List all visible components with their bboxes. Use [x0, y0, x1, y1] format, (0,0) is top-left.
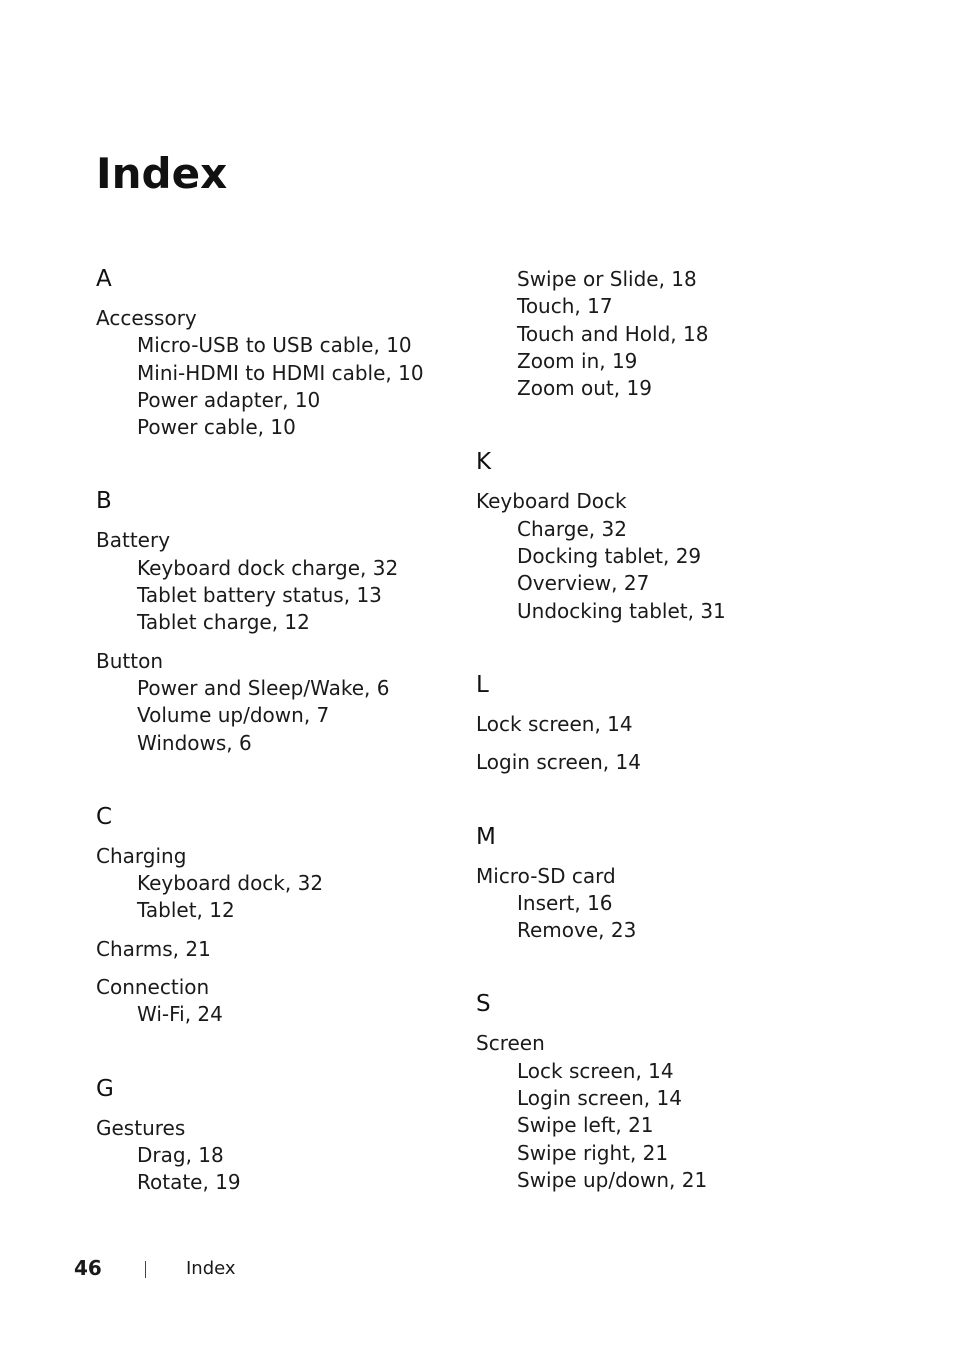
sub-entry: Remove, 23: [517, 918, 637, 943]
index-entry: [476, 711, 856, 738]
sub-entry: Tablet battery status, 13: [137, 583, 382, 608]
sub-entry: Mini-HDMI to HDMI cable, 10: [137, 360, 424, 385]
entry-heading: Login screen, 14: [476, 750, 641, 775]
section-letter: L: [476, 671, 489, 698]
section-letter: K: [476, 449, 492, 476]
index-entry: [96, 648, 476, 757]
page-title: Index: [96, 149, 228, 198]
index-entry: [96, 936, 476, 963]
sub-entry: Lock screen, 14: [517, 1058, 674, 1083]
entry-heading: Micro-SD card: [476, 863, 616, 888]
entry-heading: Connection: [96, 975, 210, 1000]
index-section-m: [476, 824, 856, 945]
section-letter: A: [96, 266, 112, 292]
sub-entry: Keyboard dock charge, 32: [137, 555, 399, 580]
entry-heading: Charging: [96, 843, 187, 868]
index-section-l: [476, 672, 856, 777]
index-entry: [476, 749, 856, 776]
index-column-right: [476, 266, 856, 1241]
sub-entry: Zoom in, 19: [517, 348, 638, 373]
footer-divider: [145, 1261, 146, 1278]
sub-entry: Undocking tablet, 31: [517, 598, 726, 623]
sub-entry: Volume up/down, 7: [137, 703, 330, 728]
entry-heading: Gestures: [96, 1115, 186, 1140]
entry-heading: Lock screen, 14: [476, 711, 633, 736]
index-section-b: [96, 488, 476, 756]
index-entry: [96, 1115, 476, 1197]
index-section-k: [476, 449, 856, 624]
sub-entry: Charge, 32: [517, 516, 627, 541]
entry-heading: Accessory: [96, 306, 197, 330]
sub-entry: Swipe right, 21: [517, 1140, 669, 1165]
sub-entry: Touch, 17: [517, 294, 613, 319]
index-section-g: [96, 1076, 476, 1197]
footer-section-label: Index: [186, 1258, 236, 1279]
sub-entry: Micro-USB to USB cable, 10: [137, 333, 412, 358]
index-entry: [476, 488, 856, 624]
sub-entry: Tablet, 12: [137, 898, 235, 923]
index-entry: [96, 974, 476, 1029]
sub-entry: Touch and Hold, 18: [517, 321, 709, 346]
sub-entry: Power cable, 10: [137, 415, 296, 440]
index-entry: [96, 305, 476, 441]
index-entry: [96, 527, 476, 636]
sub-entry: Login screen, 14: [517, 1086, 682, 1111]
sub-entry: Insert, 16: [517, 890, 613, 915]
page-footer: [0, 1254, 954, 1284]
section-letter: S: [476, 991, 491, 1018]
sub-entry: Power adapter, 10: [137, 387, 321, 412]
page-number: 46: [74, 1256, 102, 1280]
entry-heading: Screen: [476, 1031, 545, 1056]
entry-heading: Battery: [96, 528, 171, 553]
index-section-c: [96, 804, 476, 1029]
sub-entry: Swipe left, 21: [517, 1113, 654, 1138]
index-column-left: [96, 266, 476, 1244]
index-continuation: [476, 266, 856, 402]
section-letter: C: [96, 803, 113, 830]
entry-heading: Button: [96, 648, 163, 673]
sub-entry: Tablet charge, 12: [137, 610, 310, 635]
index-entry: [476, 1030, 856, 1194]
sub-entry: Swipe up/down, 21: [517, 1167, 708, 1192]
index-entry: [476, 863, 856, 945]
section-letter: M: [476, 823, 496, 850]
sub-entry: Power and Sleep/Wake, 6: [137, 675, 390, 700]
entry-heading: Keyboard Dock: [476, 489, 627, 514]
sub-entry: Wi-Fi, 24: [137, 1002, 223, 1027]
sub-entry: Keyboard dock, 32: [137, 871, 324, 896]
entry-heading: Charms, 21: [96, 936, 211, 961]
sub-entry: Zoom out, 19: [517, 376, 652, 401]
sub-entry: Drag, 18: [137, 1142, 224, 1167]
section-letter: B: [96, 488, 112, 515]
sub-entry: Overview, 27: [517, 571, 650, 596]
section-letter: G: [96, 1075, 114, 1102]
sub-entry: Windows, 6: [137, 730, 252, 755]
index-section-s: [476, 991, 856, 1194]
index-entry: [96, 843, 476, 925]
sub-entry: Rotate, 19: [137, 1170, 241, 1195]
index-section-a: [96, 266, 476, 441]
sub-entry: Docking tablet, 29: [517, 544, 702, 569]
sub-entry: Swipe or Slide, 18: [517, 267, 697, 291]
